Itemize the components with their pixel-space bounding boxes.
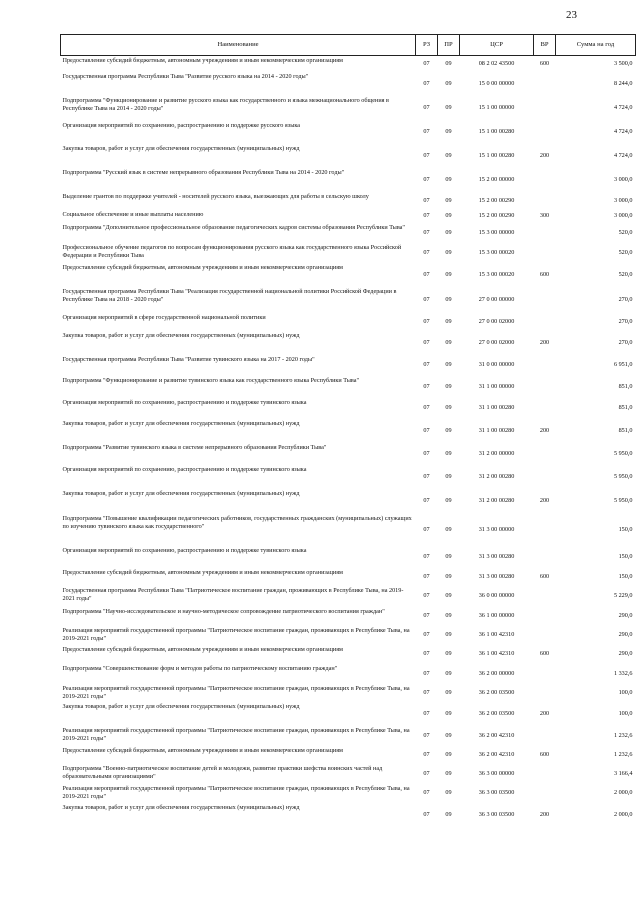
row-pr-cell: 09: [445, 525, 452, 533]
row-vr-cell: [534, 586, 556, 607]
header-sum: Сумма на год: [556, 35, 636, 56]
table-row: [61, 331, 636, 355]
row-csr-cell: 31 1 00 00280: [478, 404, 515, 411]
row-name-cell: Предоставление субсидий бюджетным, автономным учреждениям и иным некоммерческим организациям: [62, 57, 343, 64]
row-name-cell: Закупка товаров, работ и услуг для обеспечения государственных (муниципальных) нужд: [62, 803, 300, 811]
row-name-cell: Подпрограмма "Русский язык в системе непрерывного образования Республики Тыва на 2014 - 2020 годы": [62, 168, 345, 176]
row-vr-cell: [534, 398, 556, 419]
row-pr-cell: 09: [445, 472, 452, 480]
row-rz-cell: 07: [423, 552, 430, 560]
row-name-cell: Закупка товаров, работ и услуг для обеспечения государственных (муниципальных) нужд: [62, 419, 300, 427]
row-name-cell: Подпрограмма "Военно-патриотическое воспитание детей и молодежи, развитие практики шефства воинских частей над образовательными организациями": [62, 764, 383, 780]
row-vr-cell: 600: [539, 572, 550, 580]
row-sum-cell: 290,0: [618, 631, 633, 638]
row-sum-cell: 520,0: [618, 270, 633, 278]
row-pr-cell: 09: [445, 631, 452, 638]
row-name-cell: Подпрограмма "Повышение квалификации педагогических работников, государственных гражданских (муниципальных) служащих по изучению тувинского языка как государственного": [62, 514, 412, 530]
table-row: [61, 803, 636, 827]
table-row: [61, 746, 636, 764]
row-name-cell: Подпрограмма "Научно-исследовательское и научно-методическое сопровождение патриотического воспитания граждан": [62, 607, 385, 615]
table-row: [61, 784, 636, 803]
row-pr-cell: 09: [445, 128, 452, 135]
row-pr-cell: 09: [445, 382, 452, 390]
row-pr-cell: 09: [445, 810, 452, 818]
table-row: [61, 168, 636, 192]
row-name-cell: Государственная программа Республики Тыва "Реализация государственной национальной политики Российской Федерации в Республике Тыва на 2018 - 2020 годы": [62, 287, 397, 303]
row-sum-cell: 1 232,6: [613, 731, 633, 739]
row-sum-cell: 8 244,0: [613, 79, 633, 87]
row-csr-cell: 15 3 00 00020: [478, 270, 515, 278]
row-rz-cell: 07: [423, 175, 430, 183]
row-name-cell: Предоставление субсидий бюджетным, автономным учреждениям и иным некоммерческим организациям: [62, 746, 343, 754]
row-pr-cell: 09: [445, 175, 452, 183]
row-pr-cell: 09: [445, 426, 452, 434]
row-csr-cell: 31 1 00 00280: [478, 426, 515, 434]
row-rz-cell: 07: [423, 151, 430, 159]
row-sum-cell: 851,0: [618, 426, 633, 434]
row-rz-cell: 07: [423, 650, 430, 657]
row-rz-cell: 07: [423, 750, 430, 758]
row-sum-cell: 3 000,0: [613, 175, 633, 183]
row-vr-cell: [534, 607, 556, 626]
table-row: [61, 263, 636, 287]
row-rz-cell: 07: [423, 295, 430, 303]
row-sum-cell: 3 000,0: [613, 196, 633, 204]
table-row: [61, 72, 636, 96]
row-sum-cell: 3 166,4: [613, 769, 633, 777]
row-name-cell: Организация мероприятий по сохранению, распространению и поддержке тувинского языка: [62, 465, 307, 473]
row-pr-cell: 09: [445, 104, 452, 111]
row-sum-cell: 520,0: [618, 248, 633, 256]
row-name-cell: Подпрограмма "Развитие тувинского языка в системе непрерывного образования Республики Тыва": [62, 443, 327, 451]
row-rz-cell: 07: [423, 688, 430, 696]
row-sum-cell: 3 000,0: [613, 212, 633, 219]
row-rz-cell: 07: [423, 449, 430, 457]
row-csr-cell: 36 2 00 03500: [478, 688, 515, 696]
row-rz-cell: 07: [423, 592, 430, 599]
row-sum-cell: 2 000,0: [613, 810, 633, 818]
table-row: [61, 764, 636, 784]
row-name-cell: Закупка товаров, работ и услуг для обеспечения государственных (муниципальных) нужд: [62, 331, 300, 339]
row-sum-cell: 290,0: [618, 650, 633, 657]
row-rz-cell: 07: [423, 317, 430, 325]
row-name-cell: Организация мероприятий по сохранению, распространению и поддержке русского языка: [62, 121, 301, 129]
table-row: [61, 376, 636, 398]
row-name-cell: Реализация мероприятий государственной программы "Патриотическое воспитание граждан, проживающих в Республике Тыва, на 2019-2021 годы": [62, 684, 410, 700]
table-row: [61, 355, 636, 376]
table-row: [61, 514, 636, 546]
row-name-cell: Закупка товаров, работ и услуг для обеспечения государственных (муниципальных) нужд: [62, 702, 300, 710]
table-row: [61, 96, 636, 121]
row-vr-cell: [534, 664, 556, 684]
row-name-cell: Закупка товаров, работ и услуг для обеспечения государственных (муниципальных) нужд: [62, 489, 300, 497]
row-csr-cell: 31 3 00 00280: [478, 572, 515, 580]
table-row: [61, 586, 636, 607]
row-pr-cell: 09: [445, 228, 452, 236]
row-csr-cell: 36 3 00 03500: [478, 789, 515, 796]
table-row: [61, 726, 636, 746]
row-sum-cell: 270,0: [618, 295, 633, 303]
row-vr-cell: 600: [539, 650, 550, 657]
row-rz-cell: 07: [423, 104, 430, 111]
row-csr-cell: 36 2 00 42310: [478, 731, 515, 739]
row-rz-cell: 07: [423, 212, 430, 219]
row-vr-cell: [534, 764, 556, 784]
row-sum-cell: 851,0: [618, 382, 633, 390]
header-rz: РЗ: [416, 35, 438, 56]
row-rz-cell: 07: [423, 631, 430, 638]
row-rz-cell: 07: [423, 59, 430, 67]
row-pr-cell: 09: [445, 731, 452, 739]
row-sum-cell: 2 000,0: [613, 789, 633, 796]
row-name-cell: Закупка товаров, работ и услуг для обеспечения государственных (муниципальных) нужд: [62, 144, 300, 152]
row-name-cell: Подпрограмма "Функционирование и развитие тувинского языка как государственного языка Республики Тыва": [62, 376, 359, 384]
row-csr-cell: 36 1 00 00000: [478, 612, 515, 619]
table-row: [61, 546, 636, 568]
row-pr-cell: 09: [445, 497, 452, 504]
row-name-cell: Государственная программа Республики Тыва "Развитие русского языка на 2014 - 2020 годы": [62, 72, 309, 80]
row-rz-cell: 07: [423, 228, 430, 236]
row-pr-cell: 09: [445, 317, 452, 325]
row-rz-cell: 07: [423, 789, 430, 796]
row-pr-cell: 09: [445, 151, 452, 159]
row-csr-cell: 08 2 02 43500: [478, 59, 515, 67]
row-sum-cell: 290,0: [618, 612, 633, 619]
row-rz-cell: 07: [423, 731, 430, 739]
row-vr-cell: [534, 192, 556, 210]
row-sum-cell: 150,0: [618, 525, 633, 533]
table-row: [61, 144, 636, 168]
row-csr-cell: 15 2 00 00000: [478, 175, 515, 183]
row-name-cell: Предоставление субсидий бюджетным, автономным учреждениям и иным некоммерческим организациям: [62, 645, 343, 653]
table-row: [61, 443, 636, 465]
table-row: [61, 56, 636, 72]
page-number: 23: [566, 9, 577, 21]
row-csr-cell: 36 3 00 03500: [478, 810, 515, 818]
row-rz-cell: 07: [423, 79, 430, 87]
row-sum-cell: 4 724,0: [613, 128, 633, 135]
row-csr-cell: 36 2 00 03500: [478, 709, 515, 717]
row-name-cell: Организация мероприятий по сохранению, распространению и поддержке тувинского языка: [62, 546, 307, 554]
row-name-cell: Подпрограмма "Дополнительное профессиональное образование педагогических кадров системы образования Республики Тыва": [62, 223, 405, 231]
row-csr-cell: 27 0 00 00000: [478, 295, 515, 303]
row-rz-cell: 07: [423, 709, 430, 717]
table-header-row: [61, 35, 636, 56]
table-row: [61, 398, 636, 419]
row-rz-cell: 07: [423, 426, 430, 434]
row-csr-cell: 31 0 00 00000: [478, 361, 515, 368]
row-csr-cell: 31 2 00 00000: [478, 449, 515, 457]
row-vr-cell: [534, 243, 556, 263]
row-csr-cell: 27 0 00 02000: [478, 338, 515, 346]
row-sum-cell: 4 724,0: [613, 104, 633, 111]
row-pr-cell: 09: [445, 59, 452, 67]
row-pr-cell: 09: [445, 592, 452, 599]
row-vr-cell: 600: [539, 59, 550, 67]
table-row: [61, 664, 636, 684]
row-pr-cell: 09: [445, 196, 452, 204]
table-row: [61, 287, 636, 313]
table-body: [61, 56, 636, 827]
table-row: [61, 465, 636, 489]
row-pr-cell: 09: [445, 669, 452, 677]
row-csr-cell: 36 0 00 00000: [478, 592, 515, 599]
row-pr-cell: 09: [445, 295, 452, 303]
row-pr-cell: 09: [445, 338, 452, 346]
row-vr-cell: 200: [539, 338, 550, 346]
row-csr-cell: 15 2 00 00290: [478, 212, 515, 219]
table-row: [61, 626, 636, 645]
row-vr-cell: 600: [539, 270, 550, 278]
table-row: [61, 489, 636, 514]
row-name-cell: Реализация мероприятий государственной программы "Патриотическое воспитание граждан, проживающих в Республике Тыва, на 2019-2021 годы": [62, 626, 410, 642]
row-vr-cell: [534, 546, 556, 568]
row-vr-cell: 600: [539, 750, 550, 758]
row-sum-cell: 6 951,0: [613, 361, 633, 368]
row-vr-cell: [534, 72, 556, 96]
row-sum-cell: 150,0: [618, 572, 633, 580]
row-vr-cell: [534, 376, 556, 398]
table-row: [61, 243, 636, 263]
row-name-cell: Предоставление субсидий бюджетным, автономным учреждениям и иным некоммерческим организациям: [62, 263, 343, 271]
row-vr-cell: [534, 355, 556, 376]
row-name-cell: Реализация мероприятий государственной программы "Патриотическое воспитание граждан, проживающих в Республике Тыва, на 2019-2021 годы": [62, 726, 410, 742]
table-row: [61, 702, 636, 726]
row-sum-cell: 5 229,0: [613, 592, 633, 599]
row-vr-cell: 200: [539, 151, 550, 159]
row-vr-cell: 300: [539, 212, 550, 219]
row-name-cell: Профессиональное обучение педагогов по вопросам функционирования русского языка как государственного языка Российской Федерации и Республики Тыва: [62, 243, 402, 259]
row-pr-cell: 09: [445, 270, 452, 278]
row-rz-cell: 07: [423, 810, 430, 818]
row-rz-cell: 07: [423, 196, 430, 204]
row-pr-cell: 09: [445, 212, 452, 219]
row-csr-cell: 31 3 00 00280: [478, 552, 515, 560]
row-sum-cell: 3 500,0: [613, 59, 633, 67]
row-vr-cell: [534, 287, 556, 313]
row-rz-cell: 07: [423, 472, 430, 480]
row-vr-cell: [534, 626, 556, 645]
table-row: [61, 192, 636, 210]
row-sum-cell: 1 232,6: [613, 750, 633, 758]
row-sum-cell: 851,0: [618, 404, 633, 411]
row-csr-cell: 31 2 00 00280: [478, 497, 515, 504]
row-csr-cell: 36 2 00 00000: [478, 669, 515, 677]
row-pr-cell: 09: [445, 709, 452, 717]
row-sum-cell: 150,0: [618, 552, 633, 560]
row-csr-cell: 36 1 00 42310: [478, 631, 515, 638]
row-name-cell: Социальное обеспечение и иные выплаты населению: [62, 210, 204, 218]
row-vr-cell: [534, 465, 556, 489]
row-name-cell: Государственная программа Республики Тыва "Развитие тувинского языка на 2017 - 2020 годы": [62, 355, 315, 363]
row-name-cell: Выделение грантов по поддержке учителей - носителей русского языка, выезжающих для работы в сельскую школу: [62, 192, 369, 200]
row-pr-cell: 09: [445, 449, 452, 457]
budget-table: [60, 34, 636, 827]
table-row: [61, 684, 636, 702]
row-name-cell: Государственная программа Республики Тыва "Патриотическое воспитание граждан, проживающих в Республике Тыва, на 2019-2021 годы": [62, 586, 404, 602]
row-csr-cell: 36 3 00 00000: [478, 769, 515, 777]
row-vr-cell: 200: [539, 497, 550, 504]
row-csr-cell: 15 1 00 00000: [478, 104, 515, 111]
row-csr-cell: 15 1 00 00280: [478, 151, 515, 159]
row-sum-cell: 5 950,0: [613, 497, 633, 504]
row-name-cell: Предоставление субсидий бюджетным, автономным учреждениям и иным некоммерческим организациям: [62, 568, 343, 576]
table-row: [61, 121, 636, 144]
header-pr: ПР: [438, 35, 460, 56]
row-csr-cell: 15 3 00 00000: [478, 228, 515, 236]
row-rz-cell: 07: [423, 669, 430, 677]
row-csr-cell: 15 2 00 00290: [478, 196, 515, 204]
row-vr-cell: [534, 514, 556, 546]
row-pr-cell: 09: [445, 650, 452, 657]
row-csr-cell: 36 2 00 42310: [478, 750, 515, 758]
row-rz-cell: 07: [423, 404, 430, 411]
row-vr-cell: [534, 443, 556, 465]
row-vr-cell: [534, 121, 556, 144]
row-rz-cell: 07: [423, 382, 430, 390]
row-vr-cell: [534, 684, 556, 702]
row-rz-cell: 07: [423, 361, 430, 368]
row-vr-cell: [534, 313, 556, 331]
row-sum-cell: 5 950,0: [613, 449, 633, 457]
row-pr-cell: 09: [445, 612, 452, 619]
header-csr: ЦСР: [460, 35, 534, 56]
row-pr-cell: 09: [445, 361, 452, 368]
row-rz-cell: 07: [423, 572, 430, 580]
row-vr-cell: 200: [539, 709, 550, 717]
row-sum-cell: 520,0: [618, 228, 633, 236]
row-vr-cell: [534, 784, 556, 803]
row-vr-cell: [534, 223, 556, 243]
row-csr-cell: 31 3 00 00000: [478, 525, 515, 533]
row-vr-cell: [534, 96, 556, 121]
header-vr: ВР: [534, 35, 556, 56]
row-sum-cell: 100,0: [618, 709, 633, 717]
row-name-cell: Подпрограмма "Совершенствование форм и методов работы по патриотическому воспитанию граждан": [62, 664, 338, 672]
row-rz-cell: 07: [423, 612, 430, 619]
row-pr-cell: 09: [445, 404, 452, 411]
row-pr-cell: 09: [445, 572, 452, 580]
row-rz-cell: 07: [423, 497, 430, 504]
row-csr-cell: 31 1 00 00000: [478, 382, 515, 390]
row-vr-cell: [534, 168, 556, 192]
table-row: [61, 607, 636, 626]
row-csr-cell: 15 3 00 00020: [478, 248, 515, 256]
row-rz-cell: 07: [423, 525, 430, 533]
row-csr-cell: 31 2 00 00280: [478, 472, 515, 480]
row-name-cell: Подпрограмма "Функционирование и развитие русского языка как государственного и языка межнационального общения в Республике Тыва на 2014 - 2020 годы": [62, 96, 389, 112]
row-name-cell: Реализация мероприятий государственной программы "Патриотическое воспитание граждан, проживающих в Республике Тыва, на 2019-2021 годы": [62, 784, 410, 800]
row-sum-cell: 4 724,0: [613, 151, 633, 159]
row-sum-cell: 1 332,6: [613, 669, 633, 677]
row-pr-cell: 09: [445, 750, 452, 758]
row-vr-cell: 200: [539, 810, 550, 818]
row-rz-cell: 07: [423, 270, 430, 278]
row-vr-cell: [534, 726, 556, 746]
table-row: [61, 313, 636, 331]
table-row: [61, 210, 636, 223]
row-name-cell: Организация мероприятий в сфере государственной национальной политики: [62, 313, 266, 321]
row-rz-cell: 07: [423, 128, 430, 135]
row-sum-cell: 100,0: [618, 688, 633, 696]
row-csr-cell: 15 0 00 00000: [478, 79, 515, 87]
row-pr-cell: 09: [445, 769, 452, 777]
row-vr-cell: 200: [539, 426, 550, 434]
row-rz-cell: 07: [423, 248, 430, 256]
row-sum-cell: 270,0: [618, 317, 633, 325]
row-pr-cell: 09: [445, 789, 452, 796]
row-csr-cell: 27 0 00 02000: [478, 317, 515, 325]
row-csr-cell: 36 1 00 42310: [478, 650, 515, 657]
row-name-cell: Организация мероприятий по сохранению, распространению и поддержке тувинского языка: [62, 398, 307, 406]
row-sum-cell: 5 950,0: [613, 472, 633, 480]
row-csr-cell: 15 1 00 00280: [478, 128, 515, 135]
table-row: [61, 568, 636, 586]
row-pr-cell: 09: [445, 688, 452, 696]
row-pr-cell: 09: [445, 552, 452, 560]
table-row: [61, 645, 636, 664]
row-pr-cell: 09: [445, 79, 452, 87]
table-row: [61, 223, 636, 243]
row-pr-cell: 09: [445, 248, 452, 256]
table-row: [61, 419, 636, 443]
row-sum-cell: 270,0: [618, 338, 633, 346]
row-rz-cell: 07: [423, 769, 430, 777]
row-rz-cell: 07: [423, 338, 430, 346]
header-name: Наименование: [61, 35, 416, 56]
